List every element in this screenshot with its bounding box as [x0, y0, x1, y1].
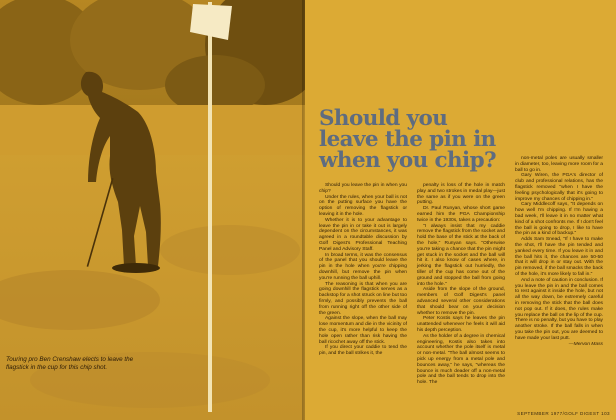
paragraph: "I always insist that my caddie remove the flagstick from the socket and hold the base of the stick at the back of the hole," Runyan says. "Otherwise you're taking a chance that the pin might get stuck in the socket and the ball will hit it. I also know of cases where, in jerking the flagstick out hurriedly, the tiller of the cup has come out of the ground and stopped the ball from going into the hole.": [417, 223, 505, 287]
paragraph: Under the rules, when your ball is not on the putting surface you have the option of removing the flagstick or leaving it in the hole.: [319, 194, 407, 217]
paragraph: Against the slope, when the ball may lose momentum and die in the vicinity of the cup, it's more helpful to keep the hole open rather than risk having the ball ricochet away off the stick.: [319, 316, 407, 345]
paragraph: Cary Middlecoff says, "It depends on how well I'm chipping. If I'm having a bad week, I'll leave it in no matter what kind of a shot confronts me. If I don't feel the ball is going to drop, I like to have the pin as a kind of backup.": [515, 202, 603, 237]
paragraph: As the holder of a degree in chemical engineering, Kostis also takes into account whether the pole itself is metal or non-metal. "The ball almost seems to pick up energy from a metal pole and bounces away," he says, "whereas the bounce is much deader off a non-metal pole and the ball tends to drop into the hole. The: [417, 333, 505, 386]
paragraph: Should you leave the pin in when you chip?: [319, 183, 407, 194]
shadow-patch: [160, 225, 300, 275]
paragraph: And a note of caution in conclusion. If you leave the pin in and the ball comes to rest against it inside the hole, but not all the way down, be extremely careful in removing the stick that the ball does not pop out. If it does, the rules make you replace the ball on the lip of the cup. There is no penalty, but you have to play another stroke. If the ball falls in when you take the pin out, you are deemed to have made your last putt.: [515, 277, 603, 341]
paragraph: Adds Sam Snead, "If I have to make the shot, I'll have the pin tended and yanked every time. If you leave it in and the ball hits it, the chances are 50-50 that it will drop in or stay out. With the pin removed, if the ball smacks the back of the hole, it's more likely to fall in.": [515, 237, 603, 277]
headline-line: Should you: [319, 106, 448, 131]
flagstick: [208, 2, 212, 412]
headline-line: when you chip?: [319, 148, 497, 173]
golfer-shoes: [112, 263, 160, 273]
paragraph: Aside from the slope of the ground, members of Golf Digest's panel advanced several other considerations that should bear on your decision whether to remove the pin.: [417, 287, 505, 316]
page-footer: SEPTEMBER 1977/GOLF DIGEST 103: [517, 411, 610, 416]
paragraph: Gary Wiren, the PGA's director of club and professional relations, has the flagstick removed "when I have the feeling psychologically that it's going to improve my chances of chipping in.": [515, 173, 603, 202]
paragraph: If you direct your caddie to tend the pin, and the ball strikes it, the: [319, 345, 407, 357]
paragraph: In broad terms, it was the consensus of the panel that you should leave the pin in the hole when you're chipping downhill, but remove the pin when you're running the ball uphill.: [319, 252, 407, 281]
paragraph: Peter Kostis says he leaves the pin unattended whenever he feels it will aid his depth perception.: [417, 316, 505, 333]
photo-caption: Touring pro Ben Crenshaw elects to leave the flagstick in the cup for this chip shot.: [6, 356, 134, 372]
paragraph: non-metal poles are usually smaller in diameter, too, leaving more room for a ball to go in.: [515, 156, 603, 173]
golfer-photo: [0, 0, 305, 420]
paragraph: Dr. Paul Runyan, whose short game earned him the PGA Championship twice in the 1930s, takes a precaution:: [417, 206, 505, 223]
paragraph: The reasoning is that when you are going downhill the flagstick serves as a backstop for a shot struck on line but too firmly, and possibly prevents the ball from running right off the other side of the green.: [319, 281, 407, 316]
body-column-2: [417, 183, 505, 386]
article-page: [305, 0, 616, 420]
body-column-3: [515, 156, 603, 347]
body-column-1: [319, 183, 407, 357]
paragraph: penalty is loss of the hole in match play and two strokes in medal play—just the same as if you were on the green putting.: [417, 183, 505, 206]
headline-line: leave the pin in: [319, 127, 496, 152]
author-byline: —Mervon Mass: [568, 341, 603, 347]
paragraph: Whether it is to your advantage to leave the pin in or take it out is largely dependent on the circumstances, it was agreed in a roundtable discussion by Golf Digest's Professional Teaching Panel and Advisory Staff.: [319, 217, 407, 252]
